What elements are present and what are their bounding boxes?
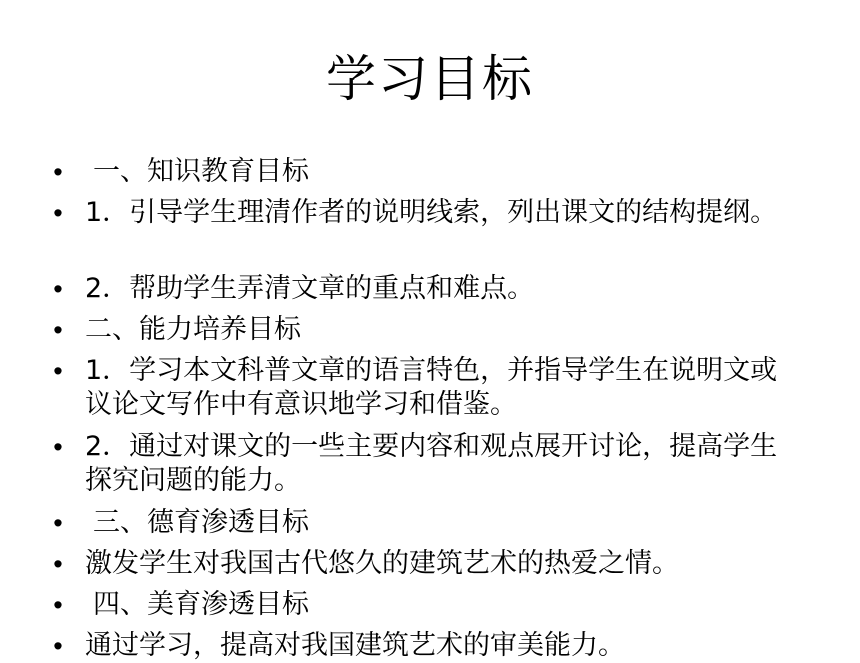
list-item-text: 1．学习本文科普文章的语言特色，并指导学生在说明文或议论文写作中有意识地学习和借鉴。 (85, 355, 778, 420)
list-item-text: 1．引导学生理清作者的说明线索，列出课文的结构提纲。 (85, 197, 778, 228)
bullet-icon: • (53, 508, 63, 538)
section-heading-aesthetic: 四、美育渗透目标 (93, 589, 309, 620)
bullet-icon: • (53, 356, 63, 386)
section-heading-ability: 二、能力培养目标 (85, 314, 301, 345)
list-item-text: 激发学生对我国古代悠久的建筑艺术的热爱之情。 (85, 548, 679, 579)
bullet-icon: • (53, 198, 63, 228)
section-heading-moral: 三、德育渗透目标 (93, 507, 309, 538)
list-item-text: 2．帮助学生弄清文章的重点和难点。 (85, 273, 535, 304)
bullet-icon: • (53, 274, 63, 304)
bullet-icon: • (53, 157, 63, 187)
list-item-text: 通过学习，提高对我国建筑艺术的审美能力。 (85, 630, 625, 661)
list-item-text: 2．通过对课文的一些主要内容和观点展开讨论，提高学生探究问题的能力。 (85, 431, 778, 496)
bullet-icon: • (53, 315, 63, 345)
section-heading-knowledge: 一、知识教育目标 (93, 156, 309, 187)
bullet-icon: • (53, 631, 63, 661)
slide-title: 学习目标 (326, 50, 534, 108)
bullet-icon: • (53, 549, 63, 579)
bullet-icon: • (53, 432, 63, 462)
bullet-icon: • (53, 590, 63, 620)
